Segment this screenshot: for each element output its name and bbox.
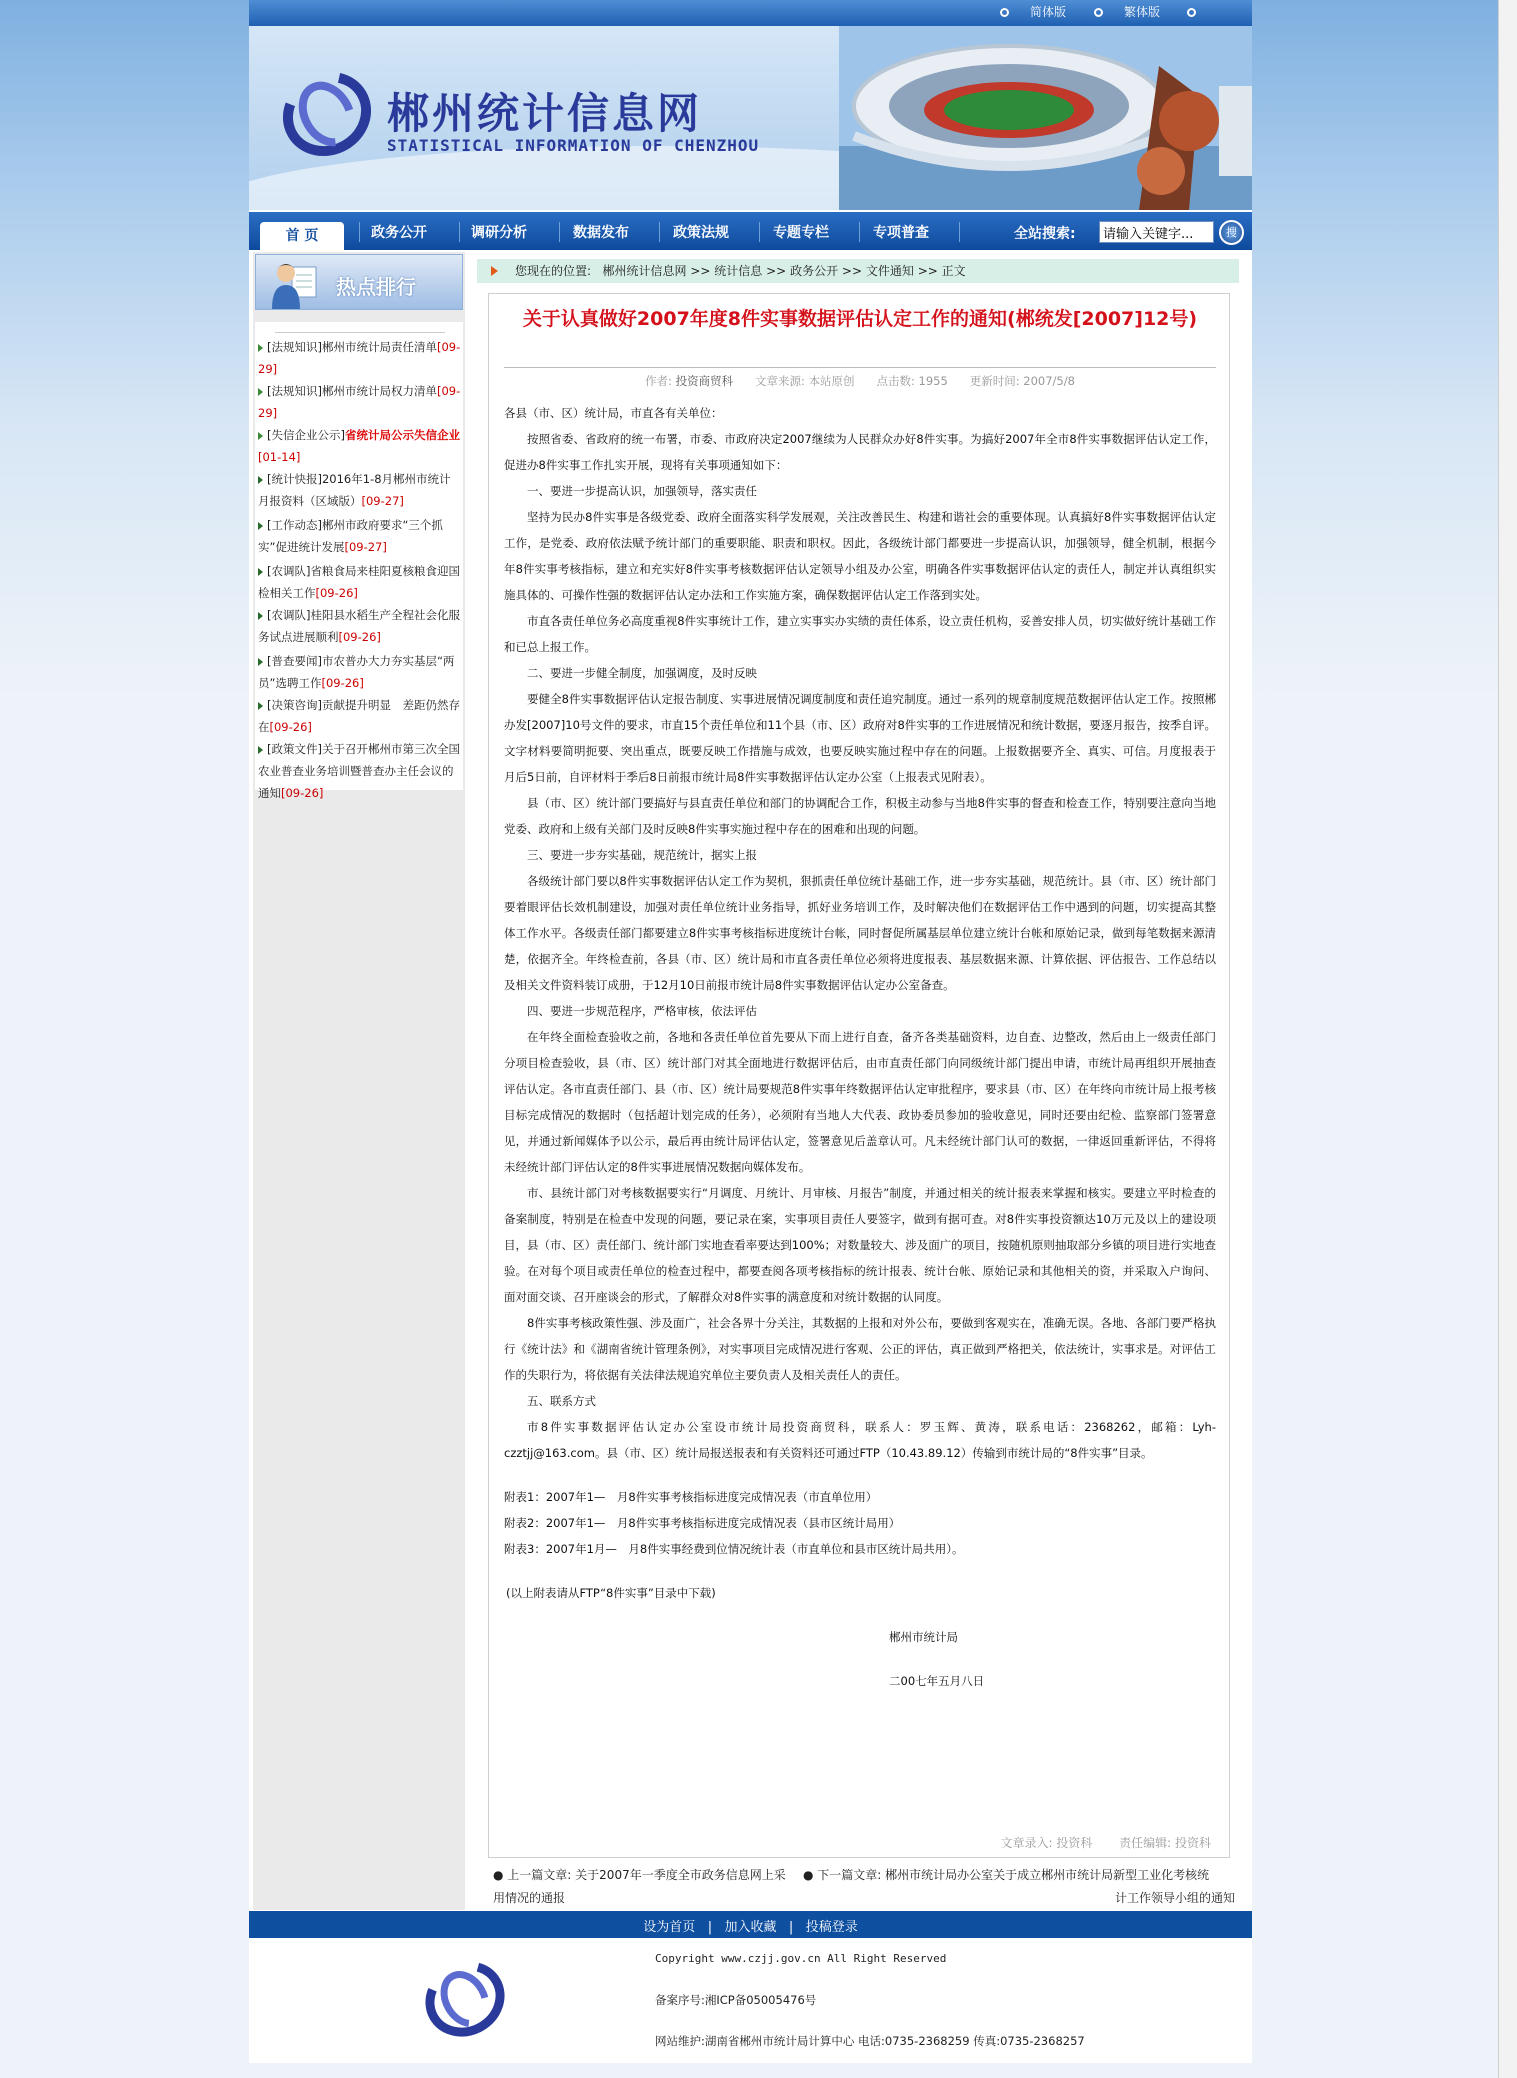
article-paragraph: 市、县统计部门对考核数据要实行“月调度、月统计、月审核、月报告”制度，并通过相关的统计报表来掌握和核实。要建立平时检查的备案制度，特别是在检查中发现的问题，要记录在案，实事项目责任人要签字，做到有据可查。对8件实事投资额达10万元及以上的建设项目，县（市、区）责任部门、统计部门实地查看率要达到100%；对数量较大、涉及面广的项目，按随机原则抽取部分乡镇的项目进行实地查验。在对每个项目或责任单位的检查过程中，都要查阅各项考核指标的统计报表、统计台帐、原始记录和其他相关的资，并采取入户询问、面对面交谈、召开座谈会的形式，了解群众对8件实事的满意度和对统计数据的认同度。 xyxy=(504,1186,1216,1304)
breadcrumb-text xyxy=(515,262,966,279)
search-input[interactable] xyxy=(1099,221,1214,243)
hot-item-date: [09-26] xyxy=(321,676,364,690)
hot-item-highlight[interactable]: 省统计局公示失信企业 xyxy=(344,428,460,442)
nav-item-government[interactable]: 政务公开 xyxy=(371,225,427,241)
banner xyxy=(249,26,1252,210)
nav-divider xyxy=(759,222,760,242)
hot-list-item[interactable] xyxy=(258,560,462,604)
hot-item-title[interactable]: [农调队]省粮食局来桂阳夏核粮食迎国检相关工作 xyxy=(258,564,460,600)
article-title: 关于认真做好2007年度8件实事数据评估认定工作的通知(郴统发[2007]12号) xyxy=(522,308,1198,330)
signature-date: 二00七年五月八日 xyxy=(889,1674,985,1688)
article-paragraph: 各县（市、区）统计局，市直各有关单位： xyxy=(504,406,723,420)
main-nav xyxy=(249,212,1252,250)
fax-label: 传真: xyxy=(973,2034,1001,2048)
nav-item-topics[interactable]: 专题专栏 xyxy=(773,225,829,241)
bullet-icon xyxy=(1094,8,1103,17)
divider xyxy=(275,332,445,333)
page-container xyxy=(249,0,1252,2063)
site-title: 郴州统计信息网 xyxy=(387,89,703,138)
bullet-icon xyxy=(1000,8,1009,17)
hot-list-item[interactable] xyxy=(258,694,462,738)
article-paragraph: 一、要进一步提高认识，加强领导，落实责任 xyxy=(527,484,757,498)
footer-logo-icon xyxy=(421,1958,509,2040)
hot-item-title[interactable]: [普查要闻]市农普办大力夯实基层“两员”选聘工作 xyxy=(258,654,455,690)
bullet-icon xyxy=(258,388,263,396)
meta-updated-label: 更新时间: xyxy=(969,374,1020,388)
bullet-icon xyxy=(258,432,263,440)
sidebar xyxy=(253,252,465,1910)
breadcrumb-sep: >> xyxy=(841,264,863,278)
footer-bar xyxy=(249,1911,1252,1938)
stadium-image xyxy=(839,26,1252,210)
bullet-icon xyxy=(258,522,263,530)
breadcrumb-item-home[interactable]: 郴州统计信息网 xyxy=(602,264,687,278)
lang-simplified-link[interactable]: 简体版 xyxy=(1030,5,1067,19)
hot-item-date: [09-26] xyxy=(281,786,324,800)
breadcrumb-sep: >> xyxy=(917,264,938,278)
editor-value: 投资科 xyxy=(1174,1836,1211,1850)
nav-divider xyxy=(659,222,660,242)
hot-item-title[interactable]: [法规知识]郴州市统计局权力清单 xyxy=(267,384,437,398)
next-label: 下一篇文章: xyxy=(817,1868,882,1882)
article-paragraph: 市直各责任单位务必高度重视8件实事统计工作，建立实事实办实绩的责任体系，设立责任机构，妥善安排人员，切实做好统计基础工作和已总上报工作。 xyxy=(504,614,1216,654)
article-paragraph: 五、联系方式 xyxy=(527,1394,596,1408)
site-subtitle: STATISTICAL INFORMATION OF CHENZHOU xyxy=(387,136,760,155)
breadcrumb-item-gov[interactable]: 政务公开 xyxy=(790,264,839,278)
nav-item-census[interactable]: 专项普查 xyxy=(873,225,929,241)
top-bar xyxy=(249,0,1252,26)
hot-list-item[interactable] xyxy=(258,424,462,468)
bullet-icon xyxy=(258,658,263,666)
breadcrumb-prefix: 您现在的位置: xyxy=(515,264,592,278)
bullet-icon xyxy=(258,702,263,710)
hot-list-item[interactable] xyxy=(258,650,462,694)
nav-divider xyxy=(959,222,960,242)
hot-list-item[interactable] xyxy=(258,380,462,424)
article-paragraph: 四、要进一步规范程序，严格审核，依法评估 xyxy=(527,1004,757,1018)
attachment-line: 附表3：2007年1月— 月8件实事经费到位情况统计表（市直单位和县市区统计局共用）。 xyxy=(504,1542,964,1556)
maintenance-info xyxy=(655,2033,1085,2049)
divider xyxy=(504,367,1216,368)
fax-value: 0735-2368257 xyxy=(1000,2034,1085,2048)
hot-item-date: [01-14] xyxy=(258,450,301,464)
meta-updated: 2007/5/8 xyxy=(1023,374,1075,388)
meta-source-label: 文章来源: xyxy=(755,374,805,388)
hot-item-date: [09-29] xyxy=(258,340,461,376)
article-paragraph: 在年终全面检查验收之前，各地和各责任单位首先要从下而上进行自查，备齐各类基础资料，边自查、边整改，然后由上一级责任部门分项目检查验收，县（市、区）统计部门对其全面地进行数据评估后，由市直责任部门向同级统计部门提出申请，市统计局再组织开展抽查评估认定。各市直责任部门、县（市、区）统计局要规范8件实事年终数据评估认定审批程序，要求县（市、区）在年终向市统计局上报考核目标完成情况的数据时（包括超计划完成的任务），必须附有当地人大代表、政协委员参加的验收意见，同时还要由纪检、监察部门签署意见，并通过新闻媒体予以公示，最后再由统计局评估认定，签署意见后盖章认可。凡未经统计部门认可的数据，一律返回重新评估，不得将未经统计部门评估认定的8件实事进展情况数据向媒体发布。 xyxy=(504,1030,1216,1174)
lang-traditional-link[interactable]: 繁体版 xyxy=(1124,5,1161,19)
breadcrumb-item-stats[interactable]: 统计信息 xyxy=(714,264,763,278)
meta-author: 投资商贸科 xyxy=(675,374,734,388)
signature: 郴州市统计局 xyxy=(889,1630,958,1644)
bullet-icon xyxy=(258,344,263,352)
meta-author-label: 作者: xyxy=(645,374,672,388)
icp-record xyxy=(655,1992,816,2008)
hot-list-item[interactable] xyxy=(258,468,462,512)
hot-item-title[interactable]: [失信企业公示] xyxy=(267,428,345,442)
hot-list-item[interactable] xyxy=(258,604,462,648)
nav-divider xyxy=(559,222,560,242)
scrollbar[interactable] xyxy=(1498,0,1517,2078)
editor-label: 责任编辑: xyxy=(1119,1836,1172,1850)
article-paragraph: 三、要进一步夯实基础，规范统计，据实上报 xyxy=(527,848,757,862)
article-paragraph: 二、要进一步健全制度，加强调度，及时反映 xyxy=(527,666,757,680)
hot-item-title[interactable]: [法规知识]郴州市统计局责任清单 xyxy=(267,340,437,354)
submit-login-link[interactable]: 投稿登录 xyxy=(805,1920,858,1935)
maint-value: 湖南省郴州市统计局计算中心 xyxy=(704,2034,855,2048)
hot-item-date: [09-27] xyxy=(361,494,404,508)
nav-divider xyxy=(459,222,460,242)
article-paragraph: 要健全8件实事数据评估认定报告制度、实事进展情况调度制度和责任追究制度。通过一系列的规章制度规范数据评估认定工作。按照郴办发[2007]10号文件的要求，市直15个责任单位和11个县（市、区）政府对8件实事的工作进展情况和统计数据，要逐月报告，按季自评。文字材料要简明扼要、突出重点，既要反映工作措施与成效，也要反映实施过程中存在的问题。上报数据要齐全、真实、可信。月度报表于月后5日前，自评材料于季后8日前报市统计局8件实事数据评估认定办公室（上报表式见附表）。 xyxy=(504,692,1216,784)
icp-label: 备案序号: xyxy=(655,1993,705,2007)
site-logo-icon xyxy=(279,66,375,162)
article-paragraph: 坚持为民办8件实事是各级党委、政府全面落实科学发展观，关注改善民生、构建和谐社会的重要体现。认真搞好8件实事数据评估认定工作，是党委、政府依法赋予统计部门的重要职能、职责和职权。因此，各级统计部门都要进一步提高认识，加强领导，健全机制，根据今年8件实事考核指标，建立和充实好8件实事考核数据评估认定领导小组及办公室，明确各件实事数据评估认定的责任人，制定并认真组织实施具体的、可操作性强的数据评估认定办法和工作实施方案，确保数据评估认定工作落到实处。 xyxy=(504,510,1216,602)
meta-hits-label: 点击数: xyxy=(876,374,915,388)
prev-title-line2[interactable]: 用情况的通报 xyxy=(493,1891,566,1905)
hot-list-item[interactable] xyxy=(258,738,462,804)
hot-item-title[interactable]: [政策文件]关于召开郴州市第三次全国农业普查业务培训暨普查办主任会议的通知 xyxy=(258,742,460,800)
breadcrumb-item-notices[interactable]: 文件通知 xyxy=(865,264,914,278)
article xyxy=(488,293,1230,1858)
search-label: 全站搜索: xyxy=(1014,226,1076,242)
hot-item-date: [09-26] xyxy=(315,586,358,600)
tel-value: 0735-2368259 xyxy=(884,2034,970,2048)
set-homepage-link[interactable]: 设为首页 xyxy=(643,1920,696,1935)
tel-label: 电话: xyxy=(858,2034,885,2048)
attachment-line: 附表1：2007年1— 月8件实事考核指标进度完成情况表（市直单位用） xyxy=(504,1490,878,1504)
nav-item-policy[interactable]: 政策法规 xyxy=(673,225,729,241)
bullet-icon xyxy=(258,476,263,484)
footer-links: 设为首页 | 加入收藏 | 投稿登录 xyxy=(643,1920,858,1935)
hot-ranking-header xyxy=(255,254,463,310)
prev-title[interactable]: 关于2007年一季度全市政务信息网上采 xyxy=(575,1868,786,1882)
hot-list-item[interactable] xyxy=(258,336,462,380)
hot-ranking-list xyxy=(255,322,463,800)
article-body xyxy=(504,400,1216,1694)
hot-item-title[interactable]: [统计快报]2016年1-8月郴州市统计月报资料（区域版） xyxy=(258,472,451,508)
hot-item-date: [09-26] xyxy=(338,630,381,644)
nav-item-home[interactable]: 首 页 xyxy=(260,222,344,250)
attachment-line: 附表2：2007年1— 月8件实事考核指标进度完成情况表（县市区统计局用） xyxy=(504,1516,901,1530)
download-note: (以上附表请从FTP“8件实事”目录中下载) xyxy=(506,1586,716,1600)
hot-item-title[interactable]: [决策咨询]贡献提升明显 差距仍然存在 xyxy=(258,698,460,734)
meta-source: 本站原创 xyxy=(808,374,855,388)
hot-item-date: [09-26] xyxy=(269,720,312,734)
nav-item-research[interactable]: 调研分析 xyxy=(471,225,527,241)
search-button[interactable]: 搜 xyxy=(1219,220,1244,245)
entry-label: 文章录入: xyxy=(1000,1836,1053,1850)
breadcrumb-item-current: 正文 xyxy=(941,264,966,278)
nav-divider xyxy=(859,222,860,242)
hot-ranking-title: 热点排行 xyxy=(336,275,416,299)
breadcrumb-sep: >> xyxy=(766,264,787,278)
article-paragraph: 市8件实事数据评估认定办公室设市统计局投资商贸科，联系人：罗玉辉、黄涛，联系电话：2368262，邮箱：Lyh-czztjj@163.com。县（市、区）统计局报送报表和有关资料还可通过FTP（10.43.89.12）传输到市统计局的“8件实事”目录。 xyxy=(504,1420,1216,1460)
bullet-icon xyxy=(258,568,263,576)
next-title[interactable]: 郴州市统计局办公室关于成立郴州市统计局新型工业化考核统 xyxy=(885,1868,1210,1882)
hot-item-date: [09-27] xyxy=(344,540,387,554)
arrow-icon xyxy=(491,266,498,276)
hot-list-item[interactable] xyxy=(258,514,462,558)
article-meta xyxy=(489,373,1231,389)
icp-value[interactable]: 湘ICP备05005476号 xyxy=(704,1993,817,2007)
entry-value: 投资科 xyxy=(1056,1836,1093,1850)
article-paragraph: 县（市、区）统计部门要搞好与县直责任单位和部门的协调配合工作，积极主动参与当地8件实事的督查和检查工作，特别要注意向当地党委、政府和上级有关部门及时反映8件实事实施过程中存在的困难和出现的问题。 xyxy=(504,796,1216,836)
next-title-line2[interactable]: 计工作领导小组的通知 xyxy=(1114,1891,1235,1905)
bullet-icon xyxy=(1187,8,1196,17)
prev-label: 上一篇文章: xyxy=(507,1868,572,1882)
hot-item-date: [09-29] xyxy=(258,384,461,420)
maint-label: 网站维护: xyxy=(655,2034,705,2048)
bullet-icon xyxy=(258,612,263,620)
nav-divider xyxy=(359,222,360,242)
prev-article[interactable]: ● 上一篇文章: 关于2007年一季度全市政务信息网上采 xyxy=(493,1868,786,1882)
add-favorite-link[interactable]: 加入收藏 xyxy=(724,1920,777,1935)
hot-item-title[interactable]: [农调队]桂阳县水稻生产全程社会化服务试点进展顺利 xyxy=(258,608,460,644)
article-paragraph: 各级统计部门要以8件实事数据评估认定工作为契机，狠抓责任单位统计基础工作，进一步夯实基础，规范统计。县（市、区）统计部门要着眼评估长效机制建设，加强对责任单位统计业务指导，抓好业务培训工作，及时解决他们在数据评估工作中遇到的问题，切实提高其整体工作水平。各级责任部门都要建立8件实事考核指标进度统计台帐，同时督促所属基层单位建立统计台帐和原始记录，做到每笔数据来源清楚，依据齐全。年终检查前，各县（市、区）统计局和市直各责任单位必须将进度报表、基层数据来源、计算依据、评估报告、工作总结以及相关文件资料装订成册，于12月10日前报市统计局8件实事数据评估认定办公室备查。 xyxy=(504,874,1216,992)
article-paragraph: 8件实事考核政策性强、涉及面广，社会各界十分关注，其数据的上报和对外公布，要做到客观实在，准确无误。各地、各部门要严格执行《统计法》和《湖南省统计管理条例》，对实事项目完成情况进行客观、公正的评估，真正做到严格把关，依法统计，实事求是。对评估工作的失职行为，将依据有关法律法规追究单位主要负责人及相关责任人的责任。 xyxy=(504,1316,1216,1382)
breadcrumb-sep: >> xyxy=(690,264,711,278)
nav-item-data-release[interactable]: 数据发布 xyxy=(573,225,629,241)
article-paragraph: 按照省委、省政府的统一布署，市委、市政府决定2007继续为人民群众办好8件实事。为搞好2007年全市8件实事数据评估认定工作，促进办8件实事工作扎实开展，现将有关事项通知如下： xyxy=(504,432,1216,472)
footer xyxy=(249,1938,1252,2063)
breadcrumb xyxy=(477,259,1239,283)
person-icon xyxy=(268,259,320,309)
meta-hits: 1955 xyxy=(918,374,948,388)
next-article[interactable]: ● 下一篇文章: 郴州市统计局办公室关于成立郴州市统计局新型工业化考核统 xyxy=(803,1868,1210,1882)
bullet-icon xyxy=(258,746,263,754)
copyright: Copyright www.czjj.gov.cn All Right Reserved xyxy=(655,1952,947,1965)
article-footer xyxy=(489,1834,1211,1851)
hot-item-title[interactable]: [工作动态]郴州市政府要求“三个抓实”促进统计发展 xyxy=(258,518,443,554)
